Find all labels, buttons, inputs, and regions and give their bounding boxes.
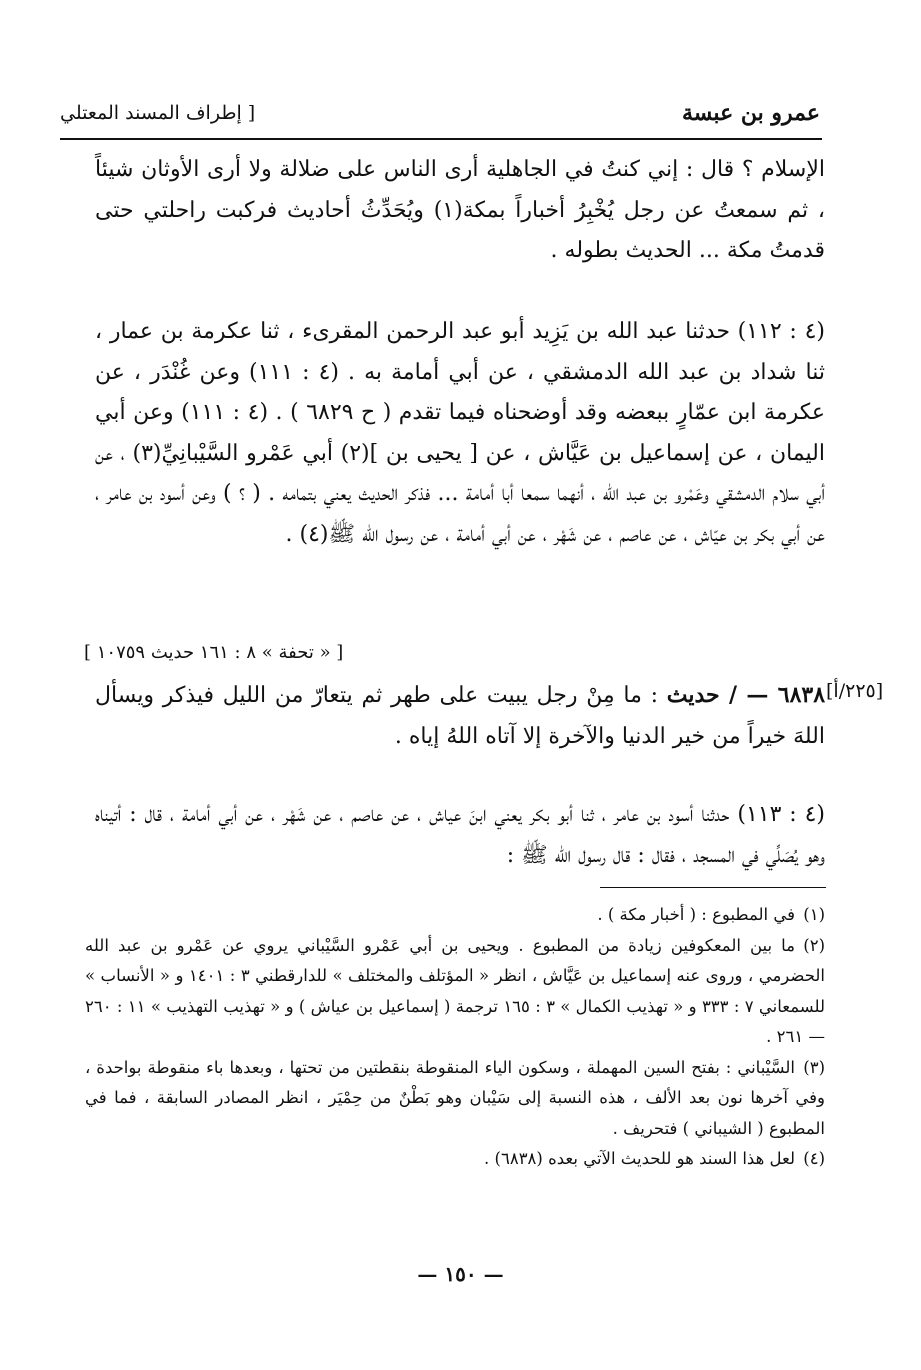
footnote-text: السَّيْباني : بفتح السين المهملة ، وسكون الياء المنقوطة بنقطتين من تحتها ، وبعدها باء منقوطة بواحدة ، وفي آخرها نون بعد الألف ، هذه النسبة إلى سَيْبان وهو بَطْنٌ من حِمْيَر ، انظر المصادر السابقة ، فما في المطبوع ( الشيباني ) فتحريف . [85, 1057, 825, 1138]
footnote [85, 931, 825, 1053]
isnad-paragraph-112: (٤ : ١١٢) حدثنا عبد الله بن يَزِيد أبو عبد الرحمن المقرىء ، ثنا عكرمة بن عمار ، ثنا شداد بن عبد الله الدمشقي ، عن أبي أمامة به . (٤ : ١١١) وعن غُنْدَر ، عن عكرمة ابن عمّارٍ ببعضه وقد أوضحناه فيما تقدم ( ح ٦٨٢٩ ) . (٤ : ١١١) وعن أبي اليمان ، عن إسماعيل بن عَيَّاش ، عن [ يحيى بن ](٢) أبي عَمْرو السَّيْبانِيِّ(٣) ، عن أبي سلام الدمشقي وعَمْرو بن عبد الله ، أنهما سمعا أبا أمامة ... فذكر الحديث يعني بتمامه . ( ؟ ) وعن أسود بن عامر ، عن أبي بكر بن عيّاش ، عن عاصم ، عن شَهْر ، عن أبي أمامة ، عن رسول الله ﷺ(٤) . [95, 319, 826, 547]
footnote [85, 1053, 825, 1145]
tuhfa-reference: [ « تحفة » ٨ : ١٦١ حديث ١٠٧٥٩ ] [84, 642, 344, 663]
footnote-divider [600, 887, 826, 888]
chapter-title: عمرو بن عبسة [682, 100, 820, 126]
footnote-number: (١) [803, 905, 825, 924]
intro-paragraph: الإسلام ؟ قال : إني كنتُ في الجاهلية أرى الناس على ضلالة ولا أرى الأوثان شيئاً ، ثم سمعتُ عن رجل يُخْبِرُ أخباراً بمكة(١) ويُحَدِّثُ أحاديث فركبت راحلتي حتى قدمتُ مكة ... الحديث بطوله . [95, 157, 825, 263]
running-header [60, 100, 820, 134]
footnote-text: ما بين المعكوفين زيادة من المطبوع . ويحيى بن أبي عَمْرو السَّيْباني يروي عن عَمْرو بن عبد الله الحضرمي ، وروى عنه إسماعيل بن عَيَّاش ، انظر « المؤتلف والمختلف » للدارقطني ٣ : ١٤٠١ و « الأنساب » للسمعاني ٧ : ٣٣٣ و « تهذيب الكمال » ٣ : ١٦٥ ترجمة ( إسماعيل بن عياش ) و « تهذيب التهذيب » ١١ : ٢٦٠ — ٢٦١ . [85, 935, 825, 1046]
isnad-paragraph-113: (٤ : ١١٣) حدثنا أسود بن عامر ، ثنا أبو بكر يعني ابنَ عياش ، عن عاصم ، عن شَهْر ، عن أبي أمامة ، قال : أتيناه وهو يُصَلِّي في المسجد ، فقال : قال رسول الله ﷺ : [95, 802, 825, 868]
footnote [85, 900, 825, 931]
footnote-number: (٤) [803, 1149, 825, 1168]
footnote-number: (٣) [803, 1057, 825, 1077]
margin-folio-ref: [٢٢٥/أ] [826, 680, 884, 702]
page-number: — ١٥٠ — [417, 1262, 504, 1286]
footnote-number: (٢) [803, 935, 825, 955]
hadith-6838-paragraph [95, 675, 825, 757]
hadith-text: : ما مِنْ رجل يبيت على طهر ثم يتعارّ من الليل فيذكر ويسأل اللهَ خيراً من خير الدنيا والآخرة إلا آتاه اللهُ إياه . [95, 683, 825, 749]
hadith-number: ٦٨٣٨ — / حديث [666, 682, 826, 708]
footnotes [85, 900, 825, 1175]
book-title: [ إطراف المسند المعتلي [60, 102, 256, 124]
footnote-text: لعل هذا السند هو للحديث الآتي بعده (٦٨٣٨) . [484, 1149, 795, 1168]
header-divider [60, 138, 822, 140]
footnote-text: في المطبوع : ( أخبار مكة ) . [597, 905, 795, 924]
footnote [85, 1144, 825, 1175]
